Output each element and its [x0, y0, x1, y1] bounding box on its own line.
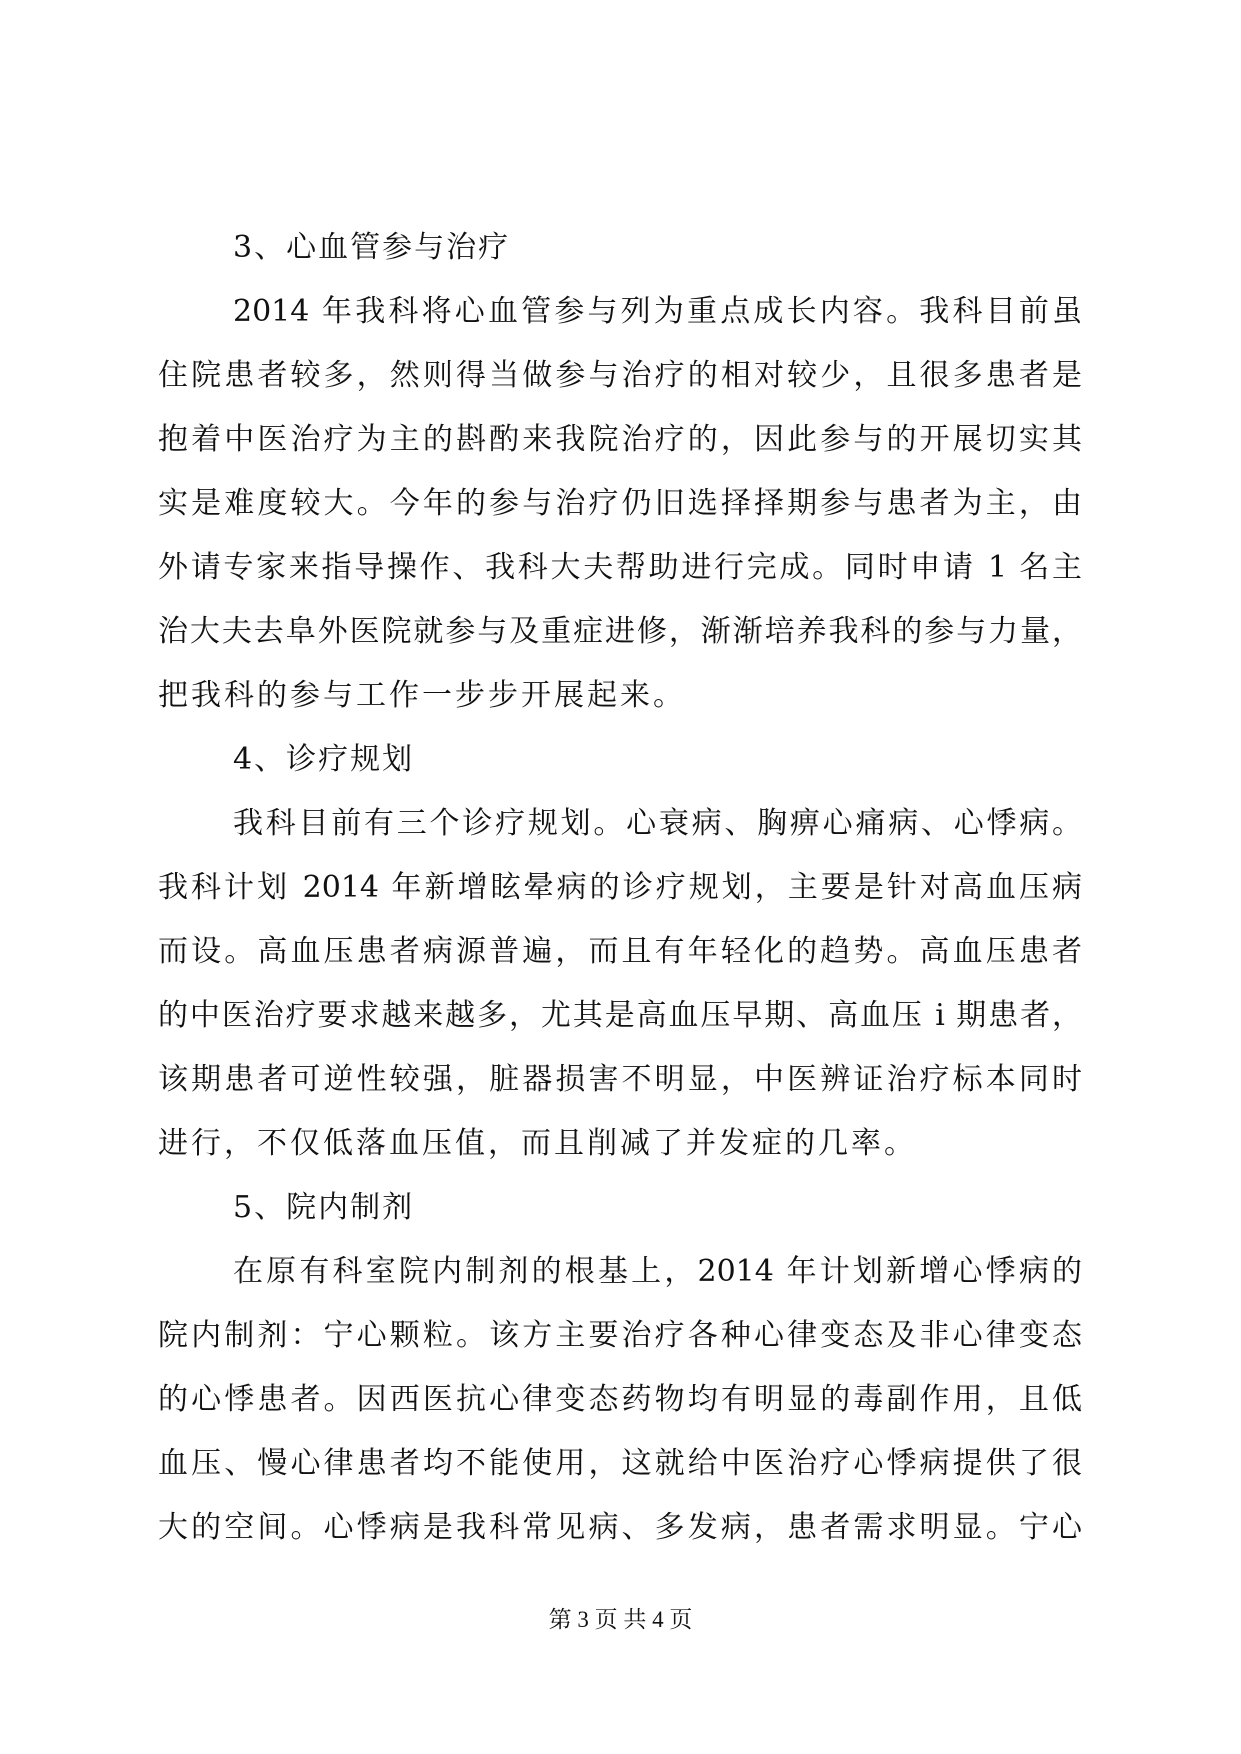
paragraph-line: 的中医治疗要求越来越多，尤其是高血压早期、高血压 i 期患者， — [158, 998, 1082, 1033]
paragraph-line: 的心悸患者。因西医抗心律变态药物均有明显的毒副作用，且低 — [158, 1382, 1082, 1417]
paragraph-line: 治大夫去阜外医院就参与及重症进修，渐渐培养我科的参与力量， — [158, 614, 1082, 649]
paragraph-line: 大的空间。心悸病是我科常见病、多发病，患者需求明显。宁心 — [158, 1510, 1082, 1545]
document-body — [158, 216, 1082, 1560]
paragraph-line: 在原有科室院内制剂的根基上，2014 年计划新增心悸病的 — [233, 1254, 1082, 1289]
paragraph-line: 住院患者较多，然则得当做参与治疗的相对较少，且很多患者是 — [158, 358, 1082, 393]
paragraph-line: 2014 年我科将心血管参与列为重点成长内容。我科目前虽 — [233, 294, 1082, 329]
paragraph-line: 抱着中医治疗为主的斟酌来我院治疗的，因此参与的开展切实其 — [158, 422, 1082, 457]
paragraph-line: 我科目前有三个诊疗规划。心衰病、胸痹心痛病、心悸病。 — [233, 806, 1082, 841]
section-heading-cardiovascular: 3、心血管参与治疗 — [233, 230, 511, 265]
paragraph-line: 实是难度较大。今年的参与治疗仍旧选择择期参与患者为主，由 — [158, 486, 1082, 521]
paragraph-line: 该期患者可逆性较强，脏器损害不明显，中医辨证治疗标本同时 — [158, 1062, 1082, 1097]
paragraph-line: 把我科的参与工作一步步开展起来。 — [158, 678, 686, 713]
page-footer: 第 3 页 共 4 页 — [548, 1607, 693, 1632]
paragraph-line: 进行，不仅低落血压值，而且削减了并发症的几率。 — [158, 1126, 917, 1161]
paragraph-line: 我科计划 2014 年新增眩晕病的诊疗规划，主要是针对高血压病 — [158, 870, 1082, 905]
section-heading-hospital-preparation: 5、院内制剂 — [233, 1190, 415, 1225]
section-heading-treatment-plan: 4、诊疗规划 — [233, 742, 415, 777]
paragraph-line: 外请专家来指导操作、我科大夫帮助进行完成。同时申请 1 名主 — [158, 550, 1082, 585]
paragraph-line: 而设。高血压患者病源普遍，而且有年轻化的趋势。高血压患者 — [158, 934, 1082, 969]
paragraph-line: 血压、慢心律患者均不能使用，这就给中医治疗心悸病提供了很 — [158, 1446, 1082, 1481]
paragraph-line: 院内制剂：宁心颗粒。该方主要治疗各种心律变态及非心律变态 — [158, 1318, 1082, 1353]
